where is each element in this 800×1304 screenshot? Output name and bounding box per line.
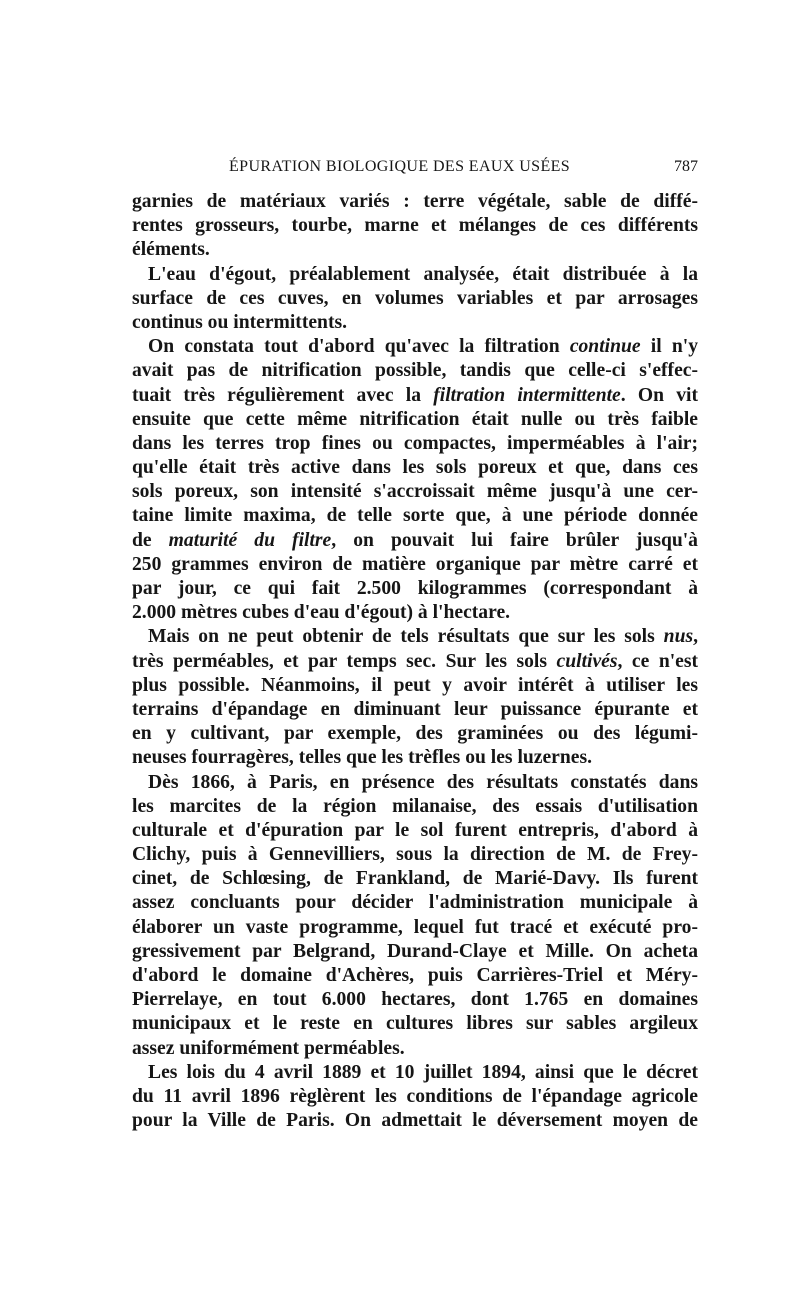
text-segment: Clichy, puis à Gennevilliers, sous la direction de M. de Frey- bbox=[132, 844, 698, 866]
italic-text: filtration intermittente bbox=[433, 384, 621, 406]
text-segment: avait pas de nitrification possible, tandis que celle-ci s'effec- bbox=[132, 360, 698, 382]
text-segment: . On vit bbox=[620, 384, 698, 406]
running-title: ÉPURATION BIOLOGIQUE DES EAUX USÉES bbox=[229, 158, 571, 175]
text-line bbox=[132, 891, 698, 915]
text-segment: pour la Ville de Paris. On admettait le déversement moyen de bbox=[132, 1110, 698, 1132]
text-line bbox=[132, 698, 698, 722]
text-line bbox=[132, 843, 698, 867]
text-segment: du 11 avril 1896 règlèrent les conditions de l'épandage agricole bbox=[132, 1085, 698, 1107]
text-segment: municipaux et le reste en cultures libres sur sables argileux bbox=[132, 1013, 698, 1035]
text-line bbox=[132, 746, 698, 770]
text-segment: tuait très régulièrement avec la bbox=[132, 384, 434, 406]
text-line bbox=[132, 1061, 698, 1085]
text-segment: surface de ces cuves, en volumes variables et par arrosages bbox=[132, 287, 698, 309]
text-line bbox=[132, 964, 698, 988]
text-line bbox=[132, 359, 698, 383]
text-line bbox=[132, 335, 698, 359]
italic-text: nus bbox=[663, 626, 694, 648]
text-segment: éléments. bbox=[132, 239, 210, 261]
text-line bbox=[132, 625, 698, 649]
page-number: 787 bbox=[674, 158, 698, 175]
text-line bbox=[132, 988, 698, 1012]
text-segment: 2.000 mètres cubes d'eau d'égout) à l'hectare. bbox=[132, 602, 511, 624]
italic-text: maturité du filtre bbox=[168, 529, 332, 551]
text-line bbox=[132, 650, 698, 674]
text-line bbox=[132, 238, 698, 262]
text-segment: On constata tout d'abord qu'avec la filtration bbox=[148, 336, 570, 358]
text-segment: terrains d'épandage en diminuant leur puissance épurante et bbox=[132, 698, 698, 720]
text-segment: assez concluants pour décider l'administration municipale à bbox=[132, 892, 698, 914]
text-line bbox=[132, 287, 698, 311]
text-line bbox=[132, 263, 698, 287]
text-segment: cinet, de Schlœsing, de Frankland, de Marié-Davy. Ils furent bbox=[132, 868, 698, 890]
text-segment: L'eau d'égout, préalablement analysée, était distribuée à la bbox=[148, 263, 698, 285]
text-line bbox=[132, 408, 698, 432]
text-segment: les marcites de la région milanaise, des essais d'utilisation bbox=[132, 795, 698, 817]
text-segment: il n'y bbox=[640, 336, 698, 358]
text-segment: plus possible. Néanmoins, il peut y avoir intérêt à utiliser les bbox=[132, 674, 698, 696]
text-segment: par jour, ce qui fait 2.500 kilogrammes (correspondant à bbox=[132, 578, 698, 599]
text-line bbox=[132, 916, 698, 940]
text-segment: , on pouvait lui faire brûler jusqu'à bbox=[331, 529, 698, 551]
text-line bbox=[132, 190, 698, 214]
text-line bbox=[132, 504, 698, 528]
text-line bbox=[132, 1037, 698, 1061]
text-segment: culturale et d'épuration par le sol furent entrepris, d'abord à bbox=[132, 819, 698, 841]
text-segment: en y cultivant, par exemple, des graminées ou des légumi- bbox=[132, 723, 698, 745]
italic-text: cultivés bbox=[556, 650, 618, 672]
text-line bbox=[132, 577, 698, 601]
text-segment: sols poreux, son intensité s'accroissait même jusqu'à une cer- bbox=[132, 481, 698, 503]
text-segment: ensuite que cette même nitrification était nulle ou très faible bbox=[132, 408, 698, 430]
text-segment: Les lois du 4 avril 1889 et 10 juillet 1894, ainsi que le décret bbox=[148, 1061, 698, 1083]
text-segment: élaborer un vaste programme, lequel fut tracé et exécuté pro- bbox=[132, 916, 698, 938]
text-segment: très perméables, et par temps sec. Sur les sols bbox=[132, 650, 557, 672]
text-line bbox=[132, 1012, 698, 1036]
text-segment: , ce n'est bbox=[617, 650, 699, 672]
text-segment: taine limite maxima, de telle sorte que, à une période donnée bbox=[132, 505, 698, 527]
text-line bbox=[132, 1109, 698, 1133]
text-line bbox=[132, 432, 698, 456]
text-line bbox=[132, 456, 698, 480]
text-segment: gressivement par Belgrand, Durand-Claye et Mille. On acheta bbox=[132, 940, 698, 962]
text-segment: rentes grosseurs, tourbe, marne et mélanges de ces différents bbox=[132, 215, 698, 237]
text-segment: de bbox=[132, 529, 169, 551]
text-line bbox=[132, 771, 698, 795]
text-line bbox=[132, 529, 698, 553]
text-line bbox=[132, 480, 698, 504]
text-line bbox=[132, 384, 698, 408]
page-header bbox=[132, 158, 698, 184]
text-line bbox=[132, 311, 698, 335]
text-segment: , bbox=[693, 626, 698, 648]
text-segment: continus ou intermittents. bbox=[132, 311, 347, 333]
text-segment: d'abord le domaine d'Achères, puis Carrières-Triel et Méry- bbox=[132, 965, 698, 986]
text-line bbox=[132, 722, 698, 746]
text-segment: assez uniformément perméables. bbox=[132, 1037, 405, 1059]
text-line bbox=[132, 940, 698, 964]
text-segment: neuses fourragères, telles que les trèfles ou les luzernes. bbox=[132, 747, 592, 769]
text-segment: Dès 1866, à Paris, en présence des résultats constatés dans bbox=[148, 771, 698, 793]
text-line bbox=[132, 674, 698, 698]
body-text bbox=[132, 190, 698, 1133]
text-segment: garnies de matériaux variés : terre végétale, sable de diffé- bbox=[132, 191, 698, 212]
text-line bbox=[132, 601, 698, 625]
text-line bbox=[132, 1085, 698, 1109]
text-line bbox=[132, 214, 698, 238]
text-line bbox=[132, 819, 698, 843]
text-segment: 250 grammes environ de matière organique par mètre carré et bbox=[132, 553, 698, 575]
text-segment: qu'elle était très active dans les sols poreux et que, dans ces bbox=[132, 457, 698, 479]
text-line bbox=[132, 867, 698, 891]
text-segment: Pierrelaye, en tout 6.000 hectares, dont 1.765 en domaines bbox=[132, 989, 698, 1011]
text-segment: Mais on ne peut obtenir de tels résultats que sur les sols bbox=[148, 626, 664, 648]
text-segment: dans les terres trop fines ou compactes, imperméables à l'air; bbox=[132, 432, 698, 454]
italic-text: continue bbox=[569, 336, 641, 358]
text-line bbox=[132, 553, 698, 577]
text-line bbox=[132, 795, 698, 819]
